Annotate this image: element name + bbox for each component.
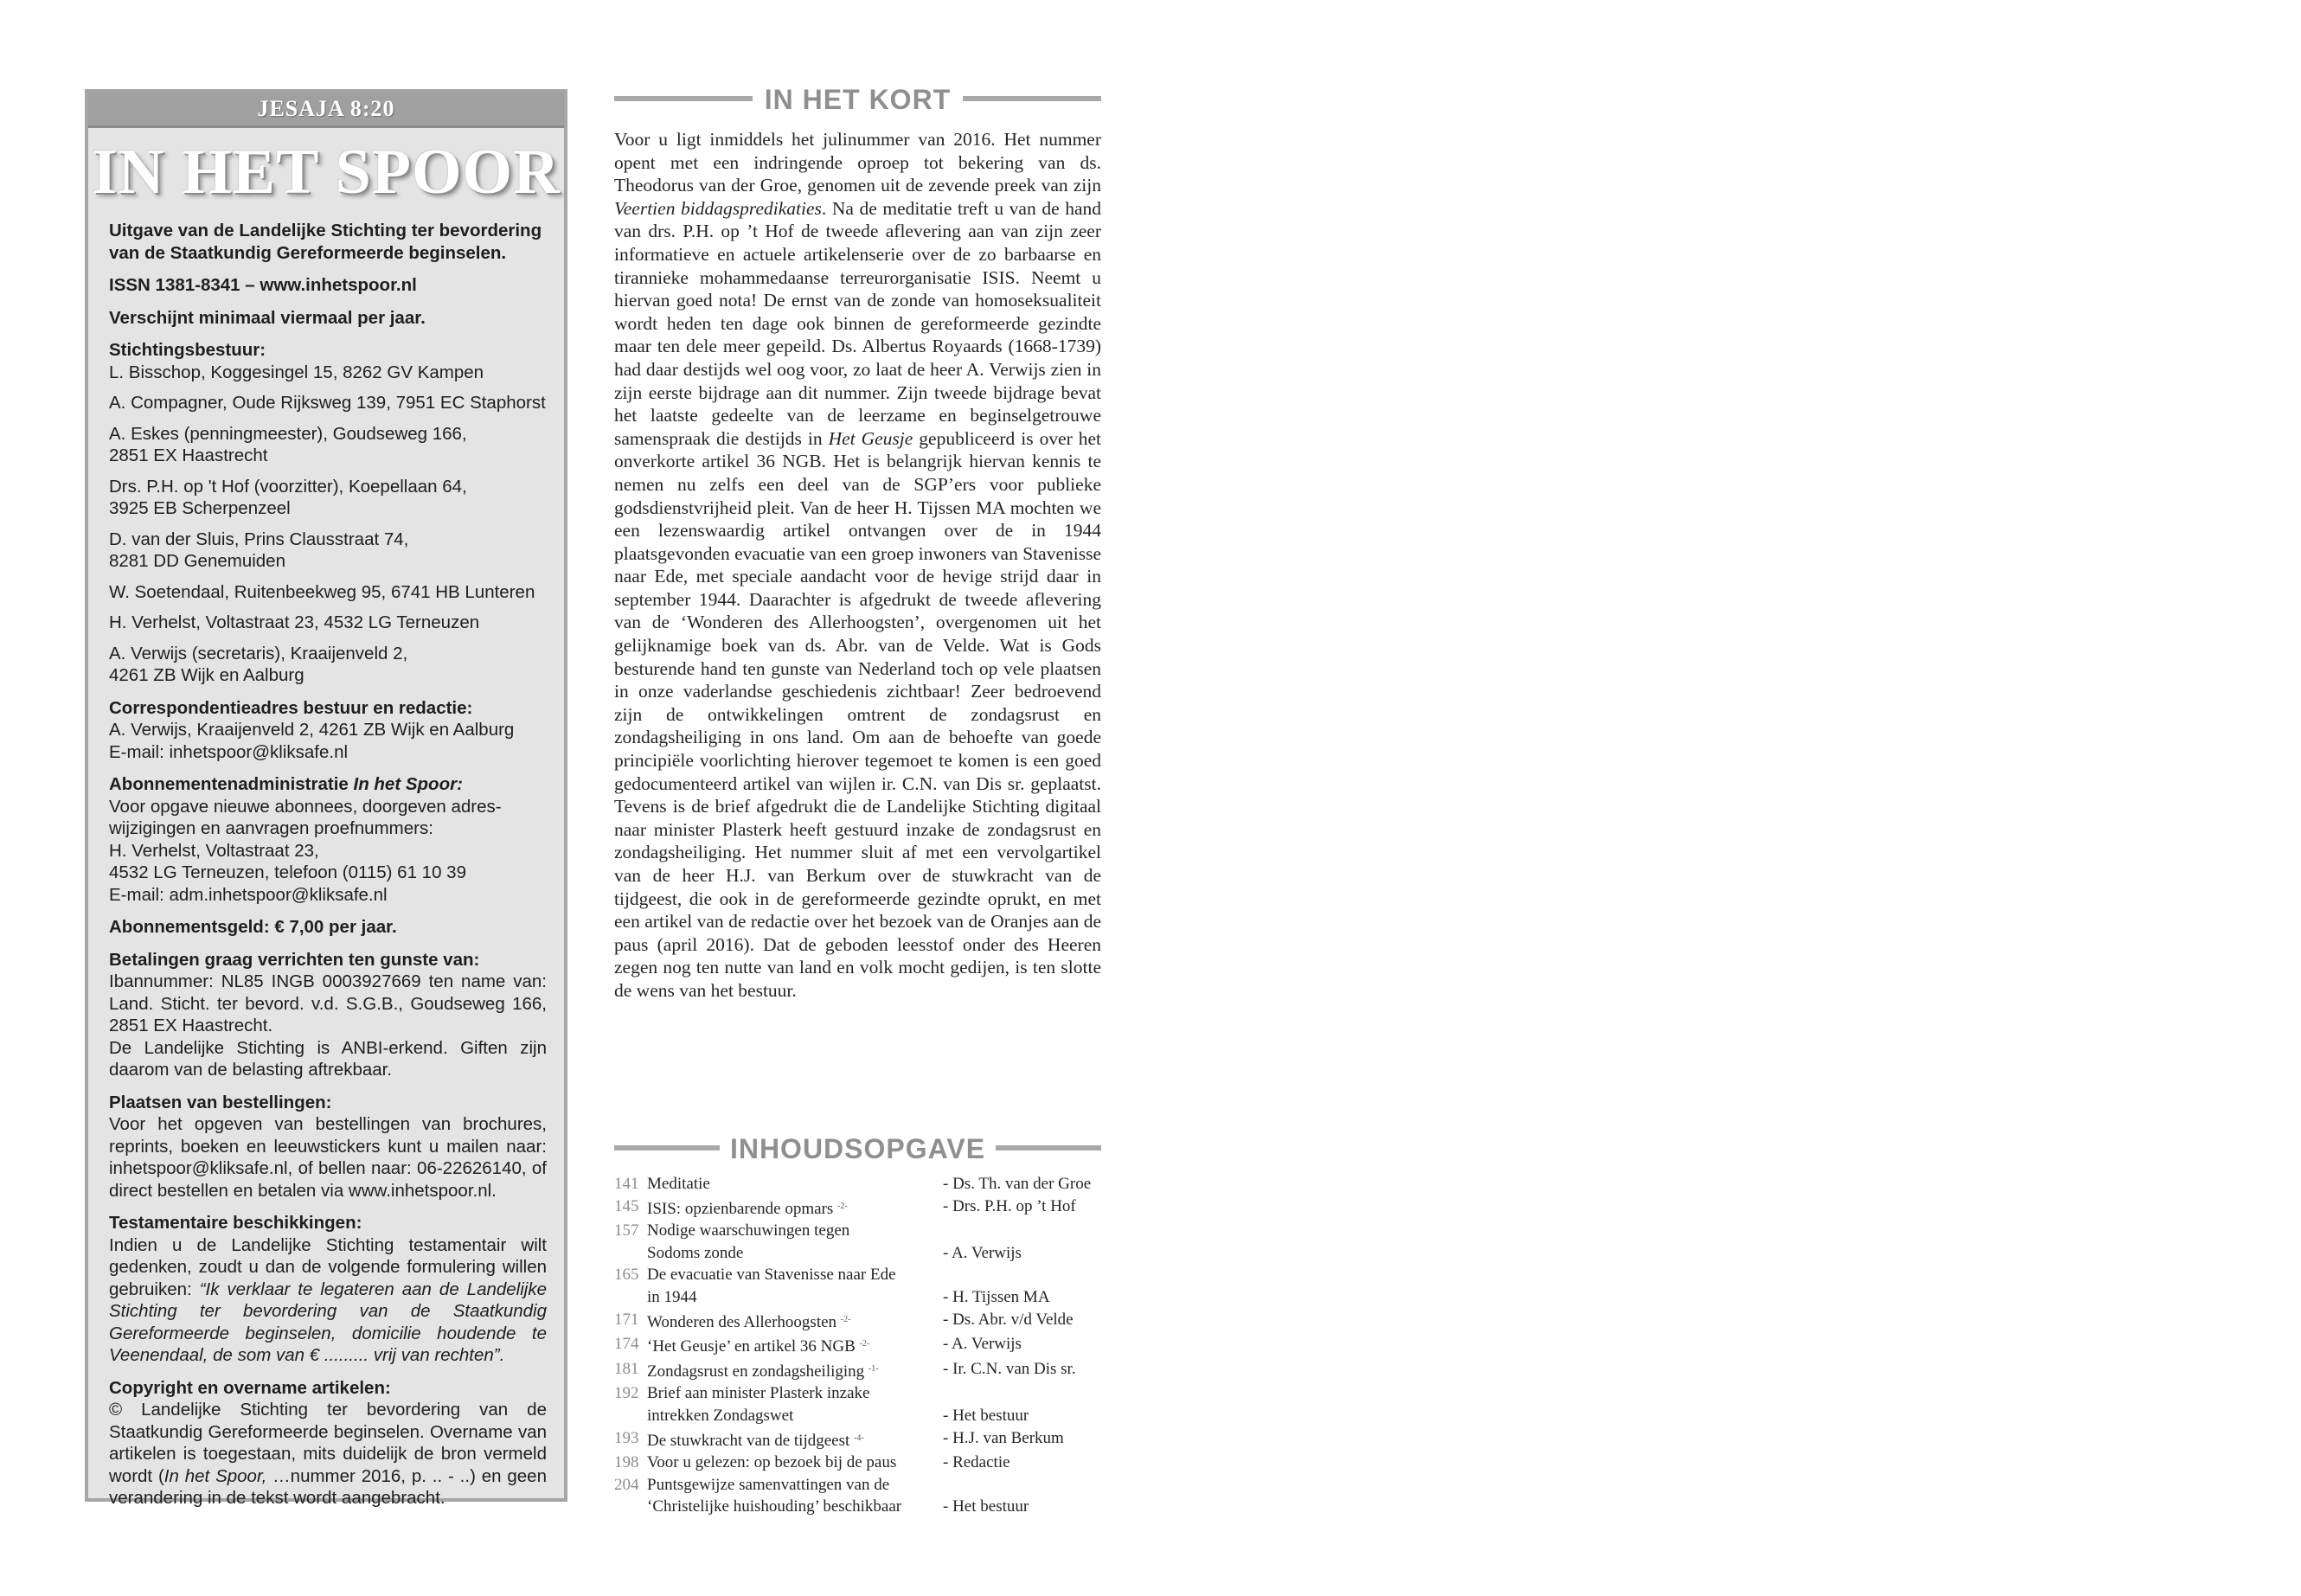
toc-page-number: 145 (614, 1196, 639, 1215)
board-member (109, 529, 547, 573)
toc-page-number: 192 (614, 1384, 639, 1403)
toc-row (614, 1382, 1107, 1405)
toc-row (614, 1195, 1107, 1221)
publisher-intro: Uitgave van de Landelijke Stichting ter bevordering van de Staatkundig Gereformeerde beginselen. (109, 221, 542, 263)
board-member (109, 581, 547, 604)
payment-section (109, 949, 547, 1081)
toc-page-number (614, 1496, 647, 1518)
toc-row (614, 1242, 1107, 1265)
toc-page-number (614, 1286, 647, 1309)
inhoudsopgave-heading: INHOUDSOPGAVE (729, 1133, 986, 1164)
board-member-line1: H. Verhelst, Voltastraat 23, 4532 LG Terneuzen (109, 612, 480, 632)
toc-page-number: 204 (614, 1475, 639, 1494)
toc-row (614, 1474, 1107, 1497)
toc-part-number: -2- (840, 1314, 851, 1324)
masthead-kicker: JESAJA 8:20 (88, 93, 564, 128)
toc-author: - Ir. C.N. van Dis sr. (943, 1359, 1076, 1378)
masthead-box (85, 89, 567, 1508)
board-member-line1: A. Verwijs (secretaris), Kraaijenveld 2, (109, 643, 408, 663)
in-het-kort-body (614, 128, 1101, 1003)
toc-title-cell (647, 1496, 943, 1518)
subscription-line: H. Verhelst, Voltastraat 23, (109, 840, 319, 861)
toc-title-cell (647, 1427, 943, 1452)
issn-line: ISSN 1381-8341 – www.inhetspoor.nl (109, 275, 417, 295)
toc-title-cell (647, 1405, 943, 1427)
toc-title: Zondagsrust en zondagsheiliging (647, 1362, 865, 1381)
toc-row (614, 1405, 1107, 1427)
toc-part-number: -2- (859, 1339, 870, 1349)
toc-page-number (614, 1405, 647, 1427)
toc-author: - A. Verwijs (943, 1243, 1022, 1262)
toc-title-cell (647, 1452, 943, 1474)
toc-author (943, 1474, 1107, 1497)
toc-title-cell (647, 1333, 943, 1358)
toc-row (614, 1427, 1107, 1452)
toc-page-number: 193 (614, 1428, 639, 1447)
toc-row (614, 1286, 1107, 1309)
correspondence-address: A. Verwijs, Kraaijenveld 2, 4261 ZB Wijk en Aalburg (109, 720, 515, 740)
board-member (109, 643, 547, 687)
toc-page-number: 165 (614, 1266, 639, 1285)
toc-part-number: -2- (837, 1201, 848, 1211)
board-member-line2: 3925 EB Scherpenzeel (109, 498, 291, 518)
copyright-text: © Landelijke Stichting ter bevordering van de Staatkundig Gereformeerde beginselen. Overname van artikelen is toegestaan, mits duidelijk de bron vermeld wordt ( (109, 1400, 547, 1486)
toc-page-number: 198 (614, 1453, 639, 1472)
toc-title-cell (647, 1286, 943, 1309)
masthead-title: IN HET SPOOR (92, 137, 561, 208)
toc-row (614, 1452, 1107, 1474)
toc-title: ISIS: opzienbarende opmars (647, 1199, 834, 1218)
board-member-line1: L. Bisschop, Koggesingel 15, 8262 GV Kampen (109, 362, 484, 382)
toc-title: ‘Het Geusje’ en artikel 36 NGB (647, 1337, 856, 1356)
testament-section (109, 1212, 547, 1367)
board-member (109, 362, 547, 384)
copyright-text-title: In het Spoor, (163, 1465, 267, 1486)
payment-heading: Betalingen graag verrichten ten gunste van: (109, 949, 480, 970)
toc-row (614, 1333, 1107, 1358)
toc-title: intrekken Zondagswet (647, 1406, 794, 1425)
toc-page-number: 181 (614, 1359, 639, 1378)
toc-title: ‘Christelijke huishouding’ beschikbaar (647, 1497, 902, 1516)
toc-title-cell (647, 1474, 943, 1497)
board-member (109, 423, 547, 467)
board-member-line1: W. Soetendaal, Ruitenbeekweg 95, 6741 HB Lunteren (109, 581, 535, 602)
kort-text-title: Veertien biddagspredikaties (614, 197, 822, 219)
in-het-kort-header (614, 80, 1101, 119)
toc-title: De evacuatie van Stavenisse naar Ede (647, 1266, 896, 1285)
kort-text-title: Het Geusje (828, 427, 913, 449)
toc-page-number: 174 (614, 1335, 639, 1354)
board-member-line1: A. Compagner, Oude Rijksweg 139, 7951 EC Staphorst (109, 393, 546, 413)
toc-title: Voor u gelezen: op bezoek bij de paus (647, 1453, 897, 1472)
toc-title-cell (647, 1382, 943, 1405)
payment-text: Ibannummer: NL85 INGB 0003927669 ten name van: Land. Sticht. ter bevord. v.d. S.G.B., Goudseweg 166, 2851 EX Haastrecht. (109, 971, 547, 1035)
toc-title-cell (647, 1195, 943, 1221)
toc-part-number: -1- (868, 1363, 879, 1374)
orders-section (109, 1092, 547, 1202)
masthead-colophon (88, 208, 564, 1509)
kort-text-part: Voor u ligt inmiddels het julinummer van 2016. Het nummer opent met een indringende oproep tot bekering van ds. Theodorus van der Groe, genomen uit de zevende preek van zijn (614, 129, 1101, 196)
toc-title: Sodoms zonde (647, 1243, 744, 1262)
correspondence-heading: Correspondentieadres bestuur en redactie: (109, 697, 473, 718)
toc-author: - A. Verwijs (943, 1335, 1022, 1354)
board-heading: Stichtingsbestuur: (109, 340, 266, 360)
kort-text-part: . Na de meditatie treft u van de hand van drs. P.H. op ’t Hof de tweede aflevering aan van zijn zeer informatieve en actuele artikelenserie over de zo barbaarse en tirannieke mohammedaanse terreurorganisatie ISIS. Neemt u hiervan goed nota! De ernst van de zonde van homoseksualiteit wordt heden ten dage ook binnen de gereformeerde gezindte maar ten dele meer gepeild. Ds. Albertus Royaards (1668-1739) had daar destijds wel oog voor, zo laat de heer A. Verwijs zien in zijn eerste bijdrage aan dit nummer. Zijn tweede bijdrage bevat het laatste gedeelte van de leerzame en beginselgetrouwe samenspraak die destijds in (614, 197, 1101, 449)
toc-title-cell (647, 1173, 943, 1195)
toc-author (943, 1264, 1107, 1286)
toc-title-cell (647, 1264, 943, 1286)
toc-author: - H.J. van Berkum (943, 1428, 1064, 1447)
board-member-line2: 8281 DD Genemuiden (109, 551, 285, 571)
toc-title-cell (647, 1242, 943, 1265)
toc-author (943, 1382, 1107, 1405)
board-member-line1: Drs. P.H. op 't Hof (voorzitter), Koepellaan 64, (109, 476, 467, 497)
toc-author: - Het bestuur (943, 1497, 1029, 1516)
toc-row (614, 1220, 1107, 1242)
toc-author: - Drs. P.H. op ’t Hof (943, 1196, 1076, 1215)
testament-text: Indien u de Landelijke Stichting testamentair wilt gedenken, zoudt u dan de volgende formulering willen gebruiken: (109, 1234, 547, 1299)
toc-row (614, 1264, 1107, 1286)
toc-author: - Redactie (943, 1453, 1010, 1472)
subscription-heading: Abonnementenadministratie (109, 774, 354, 794)
board-member-line2: 2851 EX Haastrecht (109, 445, 268, 465)
in-het-kort-heading: IN HET KORT (764, 84, 952, 115)
board-member-line1: A. Eskes (penningmeester), Goudseweg 166, (109, 423, 467, 444)
copyright-section (109, 1377, 547, 1509)
toc-author: - Ds. Abr. v/d Velde (943, 1310, 1074, 1329)
board-member-line1: D. van der Sluis, Prins Clausstraat 74, (109, 529, 409, 549)
toc-title-cell (647, 1358, 943, 1383)
toc-part-number: -4- (854, 1433, 864, 1443)
copyright-text-end: …nummer 2016, p. .. - ..) en geen verandering in de tekst wordt aangebracht. (109, 1465, 547, 1508)
kort-text-part: gepubliceerd is over het onverkorte artikel 36 NGB. Het is belangrijk hiervan kennis te nemen nu zelfs een deel van de SGP’ers voor publieke godsdienstvrijheid pleit. Van de heer H. Tijssen MA mochten we een lezenswaardig artikel ontvangen over de in 1944 plaatsgevonden evacuatie van een groep inwoners van Stavenisse naar Ede, met speciale aandacht voor de hevige strijd daar in september 1944. Daarachter is afgedrukt de tweede aflevering van de ‘Wonderen des Allerhoogsten’, overgenomen uit het gelijknamige boek van ds. Abr. van de Velde. Wat is Gods besturende hand ten gunste van Nederland toch op vele plaatsen in onze vaderlandse geschiedenis zichtbaar! Zeer bedroevend zijn de ontwikkelingen omtrent de zondagsrust en zondagsheiliging in ons land. Om aan de behoefte van goede principiële voorlichting hierover tegemoet te komen is een goed gedocumenteerd artikel van wijlen ir. C.N. van Dis sr. geplaatst. Tevens is de brief afgedrukt die de Landelijke Stichting digitaal naar minister Plasterk heeft gestuurd inzake de zondagsrust en zondagsheiliging. Het nummer sluit af met een vervolgartikel van de heer H.J. van Berkum over de stuwkracht van de tijdgeest, die ook in de gereformeerde gezindte oprukt, en met een artikel van de redactie over het bezoek van de Oranjes aan de paus (april 2016). Dat de geboden leesstof onder des Heeren zegen nog ten nutte van land en volk mocht gedijen, is ten slotte de wens van het bestuur. (614, 427, 1102, 1001)
payment-anbi-text: De Landelijke Stichting is ANBI-erkend. Giften zijn daarom van de belasting aftrekbaar. (109, 1037, 547, 1080)
toc-author: - H. Tijssen MA (943, 1287, 1050, 1306)
toc-title: Nodige waarschuwingen tegen (647, 1221, 850, 1240)
toc-page-number: 157 (614, 1221, 639, 1240)
toc-title: Puntsgewijze samenvattingen van de (647, 1475, 890, 1494)
toc-author: - Ds. Th. van der Groe (943, 1175, 1092, 1193)
board-member (109, 612, 547, 634)
toc-row (614, 1309, 1107, 1334)
toc-title-cell (647, 1309, 943, 1334)
toc-author (943, 1220, 1107, 1242)
board-section (109, 339, 547, 687)
board-member (109, 476, 547, 520)
toc-title: Brief aan minister Plasterk inzake (647, 1384, 870, 1403)
subscription-line: 4532 LG Terneuzen, telefoon (0115) 61 10 39 (109, 862, 466, 882)
toc-title-cell (647, 1220, 943, 1242)
toc-page-number: 171 (614, 1310, 639, 1329)
board-member (109, 392, 547, 414)
toc-row (614, 1358, 1107, 1383)
inhoudsopgave-header (614, 1130, 1101, 1168)
table-of-contents (614, 1173, 1107, 1518)
toc-author: - Het bestuur (943, 1406, 1029, 1425)
subscription-fee: Abonnementsgeld: € 7,00 per jaar. (109, 917, 397, 937)
testament-heading: Testamentaire beschikkingen: (109, 1213, 362, 1233)
testament-quote: “Ik verklaar te legateren aan de Landelijke Stichting ter bevordering van de Staatkundig Gereformeerde beginselen, domicilie houdende te Veenendaal, de som van € ......... vrij van rechten”. (109, 1279, 547, 1365)
toc-title: De stuwkracht van de tijdgeest (647, 1431, 850, 1450)
subscription-section (109, 773, 547, 906)
frequency-line: Verschijnt minimaal viermaal per jaar. (109, 307, 426, 328)
subscription-line: Voor opgave nieuwe abonnees, doorgeven adres- (109, 796, 502, 817)
toc-row (614, 1496, 1107, 1518)
orders-heading: Plaatsen van bestellingen: (109, 1092, 332, 1112)
correspondence-section (109, 697, 547, 764)
board-member-line2: 4261 ZB Wijk en Aalburg (109, 665, 304, 685)
toc-row (614, 1173, 1107, 1195)
copyright-heading: Copyright en overname artikelen: (109, 1377, 391, 1398)
subscription-line: E-mail: adm.inhetspoor@kliksafe.nl (109, 884, 388, 905)
toc-title: in 1944 (647, 1287, 697, 1306)
toc-page-number: 141 (614, 1175, 639, 1193)
subscription-heading-title: In het Spoor: (353, 774, 463, 794)
correspondence-email: E-mail: inhetspoor@kliksafe.nl (109, 741, 349, 762)
orders-text: Voor het opgeven van bestellingen van brochures, reprints, boeken en leeuwstickers kunt u mailen naar: inhetspoor@kliksafe.nl, of bellen naar: 06-22626140, of direct bestellen en betalen via www.inhetspoor.nl. (109, 1114, 547, 1201)
subscription-line: wijzigingen en aanvragen proefnummers: (109, 818, 433, 838)
toc-page-number (614, 1242, 647, 1265)
toc-title: Meditatie (647, 1175, 710, 1193)
toc-title: Wonderen des Allerhoogsten (647, 1312, 837, 1331)
